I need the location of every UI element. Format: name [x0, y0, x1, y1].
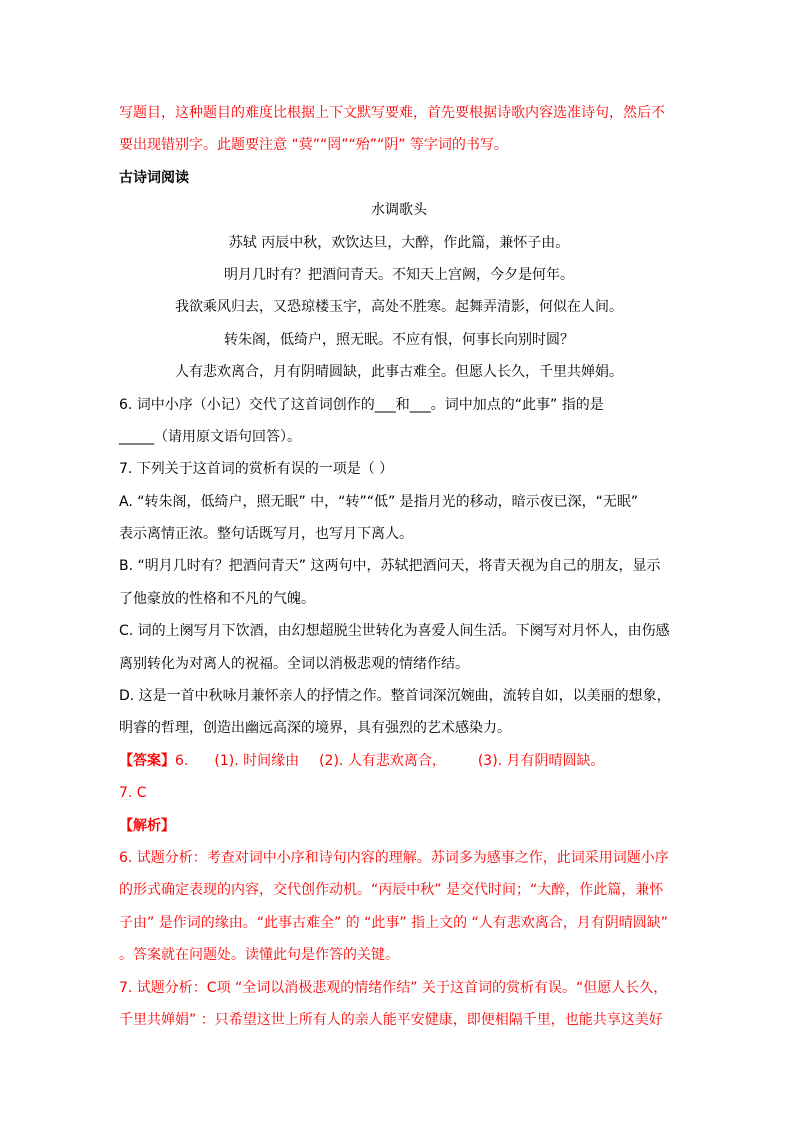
question-6-line-1: 6. 词中小序（小记）交代了这首词创作的___和___。词中加点的“此事” 指的是: [119, 396, 604, 413]
answer-q6-part-1: (1). 时间缘由: [214, 752, 300, 769]
poem-line-4: 人有悲欢离合，月有阴晴圆缺，此事古难全。但愿人长久，千里共婵娟。: [175, 364, 623, 381]
analysis-label: 【解析】: [119, 817, 175, 834]
poem-line-1: 明月几时有？把酒问青天。不知天上宫阙，今夕是何年。: [224, 266, 574, 283]
top-explanation-line-2: 要出现错别字。此题要注意 “蓂”“罔”“殆”“阴” 等字词的书写。: [119, 137, 508, 154]
section-title: 古诗词阅读: [119, 169, 189, 186]
answer-q7: 7. C: [119, 785, 147, 802]
question-7-option-d-line-1: D. 这是一首中秋咏月兼怀亲人的抒情之作。整首词深沉婉曲，流转自如，以美丽的想象，: [119, 688, 671, 705]
poem-line-3: 转朱阁，低绮户，照无眠。不应有恨，何事长向别时圆？: [224, 331, 574, 348]
question-7-option-a-line-2: 表示离情正浓。整句话既写月，也写月下离人。: [119, 526, 413, 543]
question-7-option-b-line-1: B. “明月几时有？把酒问青天” 这两句中，苏轼把酒问天，将青天视为自己的朋友，显示: [119, 558, 661, 575]
analysis-line-4: 。答案就在问题处。读懂此句是作答的关键。: [119, 947, 399, 964]
question-7-option-d-line-2: 明睿的哲理，创造出幽远高深的境界，具有强烈的艺术感染力。: [119, 720, 511, 737]
question-7-option-c-line-1: C. 词的上阕写月下饮酒，由幻想超脱尘世转化为喜爱人间生活。下阕写对月怀人，由伤感: [119, 623, 670, 640]
analysis-line-5: 7. 试题分析：C项 “全词以消极悲观的情绪作结” 关于这首词的赏析有误。“但愿人长久，: [119, 979, 668, 996]
answer-line: [119, 745, 679, 777]
poem-line-2: 我欲乘风归去，又恐琼楼玉宇，高处不胜寒。起舞弄清影，何似在人间。: [175, 299, 623, 316]
question-7-stem: 7. 下列关于这首词的赏析有误的一项是（ ）: [119, 461, 394, 478]
poem-preface: 苏轼 丙辰中秋，欢饮达旦，大醉，作此篇，兼怀子由。: [228, 234, 570, 251]
answer-q6-number: 6.: [175, 752, 189, 769]
analysis-line-2: 的形式确定表现的内容，交代创作动机。“丙辰中秋” 是交代时间；“大醉，作此篇，兼怀: [119, 882, 664, 899]
analysis-line-3: 子由” 是作词的缘由。“此事古难全” 的 “此事” 指上文的 “人有悲欢离合，月有阴晴圆缺”: [119, 914, 669, 931]
question-6-line-2: _____（请用原文语句回答）。: [119, 428, 301, 445]
poem-title: 水调歌头: [371, 202, 427, 219]
answer-q6-part-3: (3). 月有阴晴圆缺。: [477, 752, 605, 769]
document-page: [119, 97, 679, 1036]
answer-q6-part-2: (2). 人有悲欢离合，: [319, 752, 446, 769]
question-7-option-c-line-2: 离别转化为对离人的祝福。全词以消极悲观的情绪作结。: [119, 655, 469, 672]
analysis-line-6: 千里共婵娟” ：只希望这世上所有人的亲人能平安健康，即便相隔千里，也能共享这美好: [119, 1011, 663, 1028]
question-7-option-a-line-1: A. “转朱阁，低绮户，照无眠” 中，“转”“低” 是指月光的移动，暗示夜已深，“无眠”: [119, 493, 639, 510]
question-7-option-b-line-2: 了他豪放的性格和不凡的气魄。: [119, 590, 315, 607]
answer-label: 【答案】: [119, 752, 175, 769]
top-explanation-line-1: 写题目，这种题目的难度比根据上下文默写要难，首先要根据诗歌内容选准诗句，然后不: [119, 105, 665, 121]
analysis-line-1: 6. 试题分析：考查对词中小序和诗句内容的理解。苏词多为感事之作，此词采用词题小序: [119, 849, 669, 866]
